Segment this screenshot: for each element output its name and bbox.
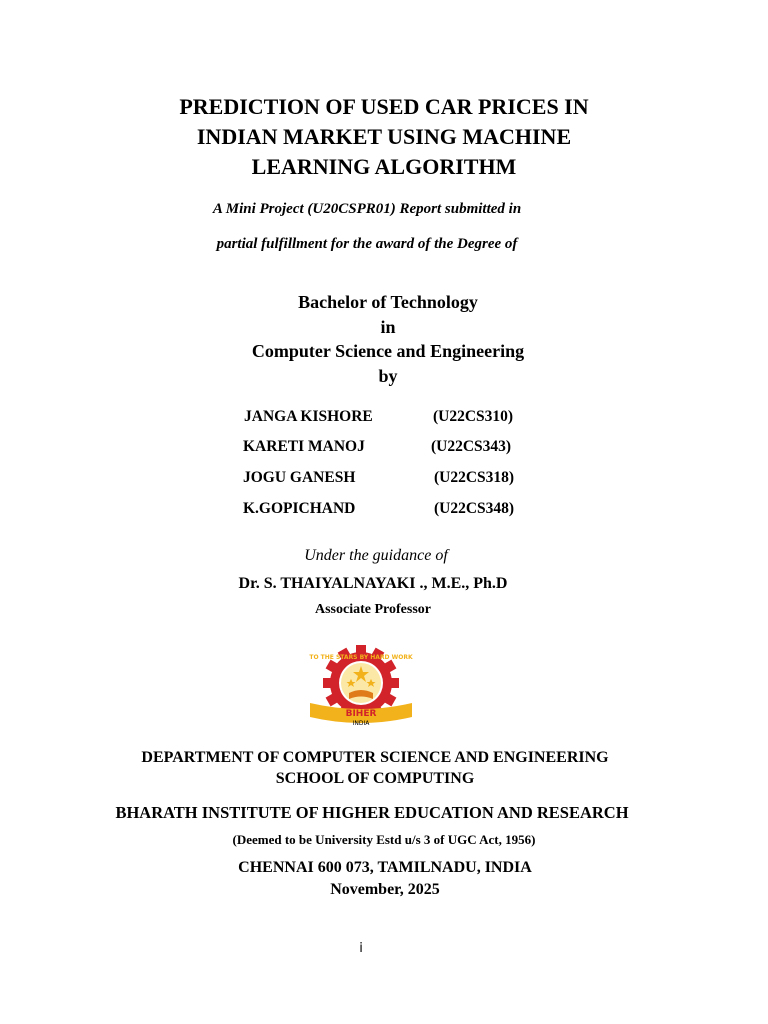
degree-block (4, 290, 768, 388)
title-line-3: LEARNING ALGORITHM (251, 154, 517, 179)
title-line-1: PREDICTION OF USED CAR PRICES IN (179, 94, 589, 119)
department-block (0, 748, 759, 789)
student-id-2: (U22CS343) (431, 438, 512, 455)
address-block (1, 857, 768, 900)
logo-motto: TO THE STARS BY HARD WORK (309, 654, 413, 661)
subtitle-line-2: partial fulfillment for the award of the Degree of (216, 236, 518, 252)
degree-by: by (378, 365, 398, 386)
student-id-1: (U22CS310) (433, 408, 514, 425)
submission-date: November, 2025 (330, 880, 440, 898)
logo-subtext: INDIA (352, 720, 370, 727)
guide-name: Dr. S. THAIYALNAYAKI ., M.E., Ph.D (238, 575, 508, 592)
degree-name: Bachelor of Technology (298, 292, 478, 312)
student-name-4: K.GOPICHAND (243, 500, 356, 517)
institute-name: BHARATH INSTITUTE OF HIGHER EDUCATION AND RESEARCH (115, 803, 629, 822)
subtitle-line-1: A Mini Project (U20CSPR01) Report submitted in (212, 201, 522, 217)
address: CHENNAI 600 073, TAMILNADU, INDIA (238, 859, 532, 876)
degree-in: in (380, 316, 396, 337)
biher-logo (302, 645, 420, 727)
page-number: i (359, 941, 363, 956)
report-title (0, 92, 768, 182)
logo-banner: BIHER (345, 709, 377, 719)
title-line-2: INDIAN MARKET USING MACHINE (196, 124, 572, 149)
school-name: SCHOOL OF COMPUTING (275, 769, 475, 787)
degree-branch: Computer Science and Engineering (251, 341, 525, 361)
student-id-4: (U22CS348) (434, 500, 515, 517)
guide-designation: Associate Professor (315, 602, 431, 617)
student-name-2: KARETI MANOJ (243, 438, 365, 455)
student-name-3: JOGU GANESH (243, 469, 356, 486)
guidance-label: Under the guidance of (304, 547, 448, 564)
student-name-1: JANGA KISHORE (244, 408, 373, 425)
deemed-university-note: (Deemed to be University Estd u/s 3 of UGC Act, 1956) (232, 832, 536, 847)
department-name: DEPARTMENT OF COMPUTER SCIENCE AND ENGINEERING (141, 749, 609, 766)
student-id-3: (U22CS318) (434, 469, 515, 486)
